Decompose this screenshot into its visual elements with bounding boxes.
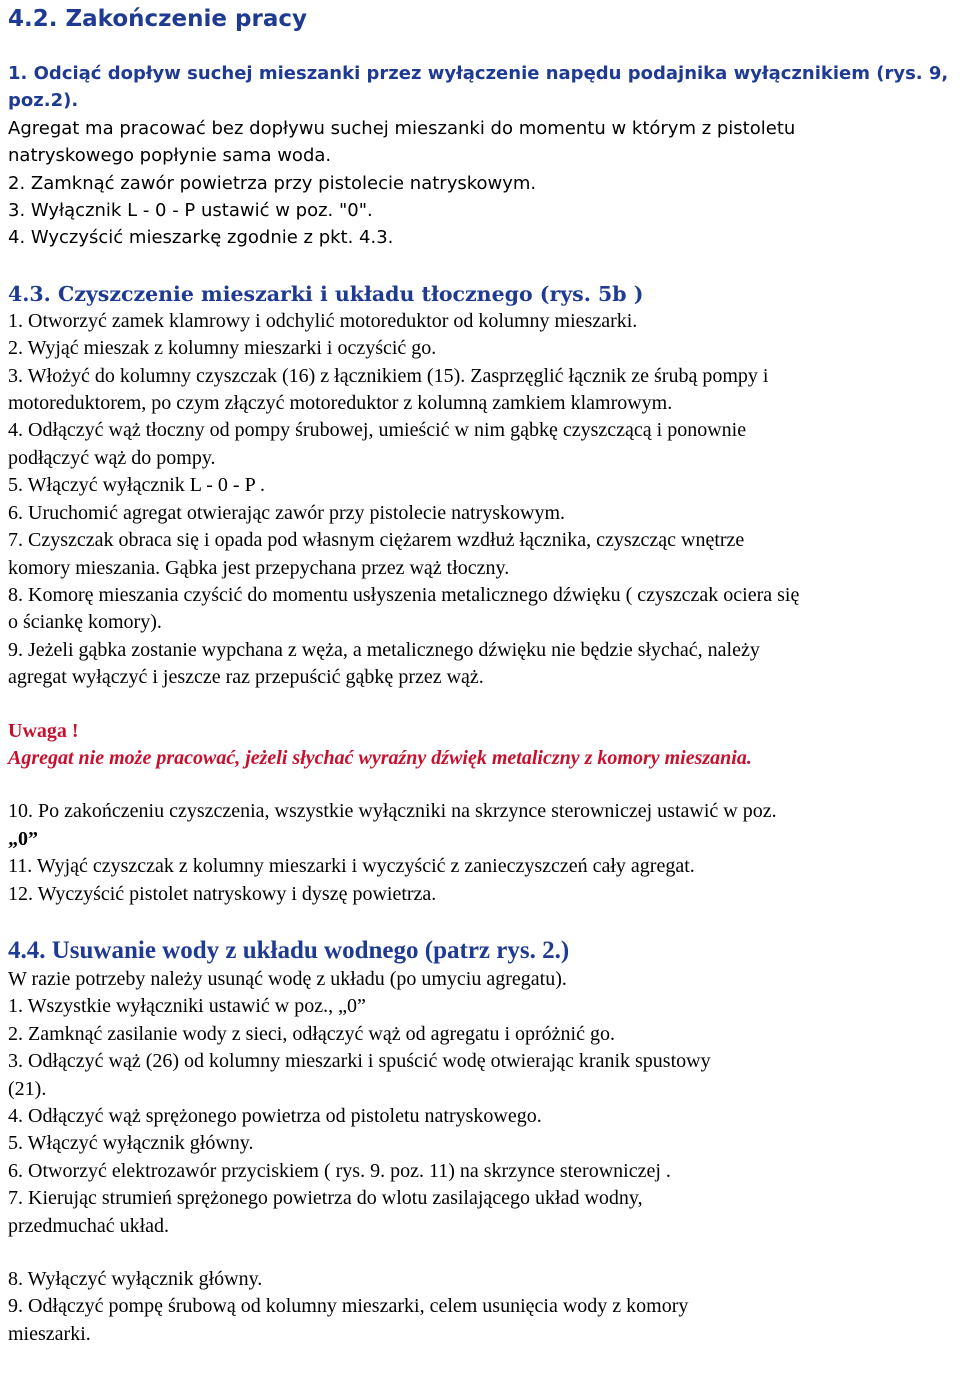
water-removal-line: 9. Odłączyć pompę śrubową od kolumny mieszarki, celem usunięcia wody z komory bbox=[8, 1295, 689, 1318]
step-3-line: 3. Wyłącznik L - 0 - P ustawić w poz. "0". bbox=[8, 200, 373, 222]
step-2-line: 2. Zamknąć zawór powietrza przy pistolecie natryskowym. bbox=[8, 172, 537, 194]
cleaning-line: podłączyć wąż do pompy. bbox=[8, 446, 216, 469]
water-removal-line: 7. Kierując strumień sprężonego powietrza do wlotu zasilającego układ wodny, bbox=[8, 1187, 643, 1210]
step-1-line-a: 1. Odciąć dopływ suchej mieszanki przez wyłączenie napędu podajnika wyłącznikiem (rys. 9, bbox=[8, 63, 949, 84]
section-4-4 bbox=[8, 936, 956, 1348]
water-removal-line: 4. Odłączyć wąż sprężonego powietrza od pistoletu natryskowego. bbox=[8, 1105, 542, 1127]
cleaning-line: 7. Czyszczak obraca się i opada pod własnym ciężarem wzdłuż łącznika, czyszcząc wnętrze bbox=[8, 529, 745, 552]
step-11-line: 11. Wyjąć czyszczak z kolumny mieszarki i wyczyścić z zanieczyszczeń cały agregat. bbox=[8, 855, 695, 878]
document-page bbox=[8, 4, 956, 1348]
water-removal-line: 5. Włączyć wyłącznik główny. bbox=[8, 1132, 254, 1155]
water-removal-line: (21). bbox=[8, 1077, 47, 1100]
water-removal-line: W razie potrzeby należy usunąć wodę z układu (po umyciu agregatu). bbox=[8, 967, 567, 990]
note-line-2: natryskowego popłynie sama woda. bbox=[8, 145, 332, 167]
section-4-2 bbox=[8, 4, 956, 252]
cleaning-line: agregat wyłączyć i jeszcze raz przepuścić gąbkę przez wąż. bbox=[8, 666, 484, 689]
step-4-line: 4. Wyczyścić mieszarkę zgodnie z pkt. 4.3. bbox=[8, 227, 394, 249]
cleaning-line: motoreduktorem, po czym złączyć motoreduktor z kolumną zamkiem klamrowym. bbox=[8, 392, 673, 415]
section-4-3-title: 4.3. Czyszczenie mieszarki i układu tłocznego (rys. 5b ) bbox=[8, 281, 644, 306]
cleaning-line: komory mieszania. Gąbka jest przepychana przez wąż tłoczny. bbox=[8, 556, 510, 579]
water-removal-line: 8. Wyłączyć wyłącznik główny. bbox=[8, 1268, 263, 1291]
cleaning-line: 4. Odłączyć wąż tłoczny od pompy śrubowej, umieścić w nim gąbkę czyszczącą i ponownie bbox=[8, 419, 747, 442]
cleaning-line: 3. Włożyć do kolumny czyszczak (16) z łącznikiem (15). Zasprzęglić łącznik ze śrubą pompy i bbox=[8, 364, 769, 387]
step-12-line: 12. Wyczyścić pistolet natryskowy i dyszę powietrza. bbox=[8, 882, 437, 905]
water-removal-line: 3. Odłączyć wąż (26) od kolumny mieszarki i spuścić wodę otwierając kranik spustowy bbox=[8, 1050, 711, 1073]
section-4-4-title: 4.4. Usuwanie wody z układu wodnego (patrz rys. 2.) bbox=[8, 936, 570, 964]
warning-box bbox=[8, 718, 956, 773]
water-removal-line: przedmuchać układ. bbox=[8, 1214, 170, 1237]
step-10-line-b: „0” bbox=[8, 827, 38, 850]
cleaning-line: 2. Wyjąć mieszak z kolumny mieszarki i oczyścić go. bbox=[8, 337, 437, 360]
step-10-line-a: 10. Po zakończeniu czyszczenia, wszystkie wyłączniki na skrzynce sterowniczej ustawić w poz. bbox=[8, 800, 777, 823]
cleaning-line: 5. Włączyć wyłącznik L - 0 - P . bbox=[8, 474, 265, 497]
cleaning-line: 9. Jeżeli gąbka zostanie wypchana z węża, a metalicznego dźwięku nie będzie słychać, należy bbox=[8, 638, 760, 661]
water-removal-line: 6. Otworzyć elektrozawór przyciskiem ( rys. 9. poz. 11) na skrzynce sterowniczej . bbox=[8, 1159, 671, 1182]
cleaning-line: o ściankę komory). bbox=[8, 611, 162, 634]
water-removal-line: 2. Zamknąć zasilanie wody z sieci, odłączyć wąż od agregatu i opróżnić go. bbox=[8, 1022, 615, 1045]
warning-title: Uwaga ! bbox=[8, 719, 79, 742]
section-4-2-title: 4.2. Zakończenie pracy bbox=[8, 6, 307, 32]
water-removal-line: mieszarki. bbox=[8, 1322, 91, 1345]
cleaning-line: 1. Otworzyć zamek klamrowy i odchylić motoreduktor od kolumny mieszarki. bbox=[8, 309, 638, 332]
cleaning-line: 6. Uruchomić agregat otwierając zawór przy pistolecie natryskowym. bbox=[8, 501, 566, 524]
warning-text: Agregat nie może pracować, jeżeli słychać wyraźny dźwięk metaliczny z komory mieszania. bbox=[8, 746, 752, 769]
water-removal-line: 1. Wszystkie wyłączniki ustawić w poz., „0” bbox=[8, 995, 366, 1018]
step-1-line-b: poz.2). bbox=[8, 90, 79, 112]
section-4-3 bbox=[8, 280, 956, 908]
note-line-1: Agregat ma pracować bez dopływu suchej mieszanki do momentu w którym z pistoletu bbox=[8, 117, 796, 139]
cleaning-line: 8. Komorę mieszania czyścić do momentu usłyszenia metalicznego dźwięku ( czyszczak ociera się bbox=[8, 583, 800, 606]
